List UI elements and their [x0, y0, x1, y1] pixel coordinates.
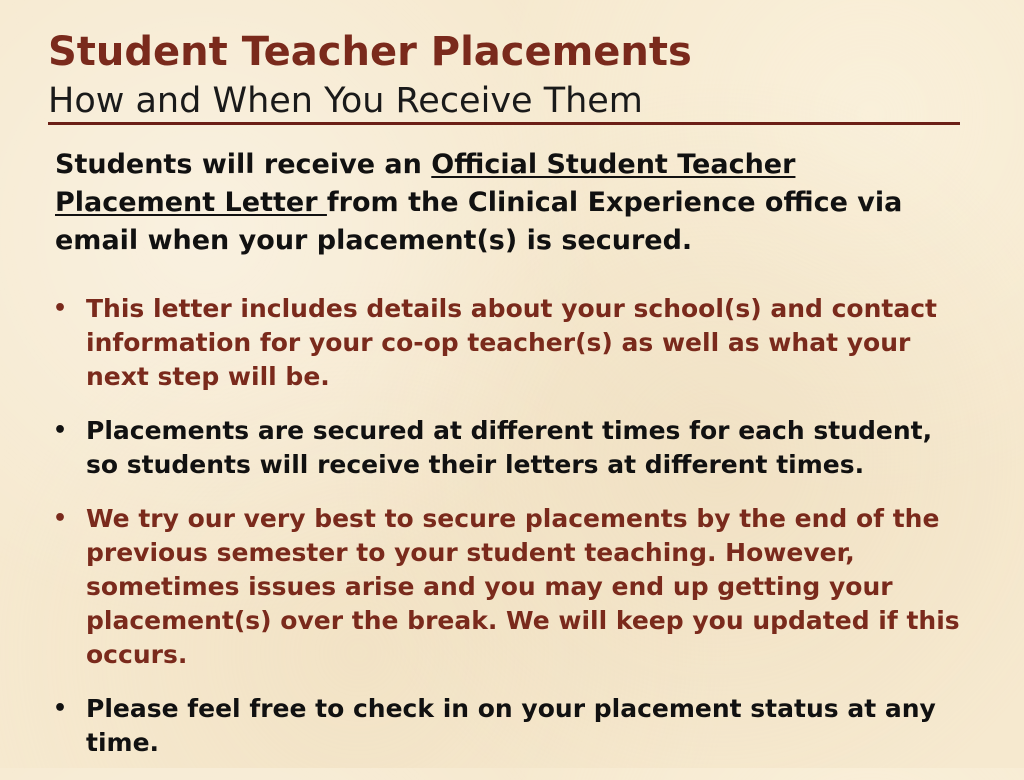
bullet-dot-icon: • [53, 418, 68, 443]
bullet-dot-icon: • [53, 696, 68, 721]
bullet-text: We try our very best to secure placements by the end of the previous semester to your student teaching. However, sometimes issues arise and you may end up getting your placement(s) over the break. We will keep you updated if this occurs. [86, 504, 960, 669]
bullet-text: Placements are secured at different times for each student, so students will receive their letters at different times. [86, 416, 933, 479]
intro-text-start: Students will receive an [55, 149, 432, 180]
intro-paragraph [55, 146, 955, 260]
intro-text-end: from the Clinical Experience office via email when your placement(s) is secured. [55, 187, 903, 256]
placement-letter-phrase: Official Student Teacher Placement Letter [55, 149, 796, 218]
bullet-text: Please feel free to check in on your placement status at any time. [86, 694, 936, 757]
bullet-dot-icon: • [53, 506, 68, 531]
bullet-dot-icon: • [53, 296, 68, 321]
slide-title: Student Teacher Placements [48, 29, 692, 75]
bullet-item [48, 414, 968, 482]
subtitle-bar [48, 80, 960, 125]
bullet-item [48, 502, 968, 672]
bullet-item [48, 292, 968, 394]
slide-subtitle: How and When You Receive Them [48, 81, 643, 121]
bullet-text: This letter includes details about your school(s) and contact information for your co-op teacher(s) as well as what your next step will be. [86, 294, 938, 391]
bullet-list [48, 292, 968, 780]
bullet-item [48, 692, 968, 760]
